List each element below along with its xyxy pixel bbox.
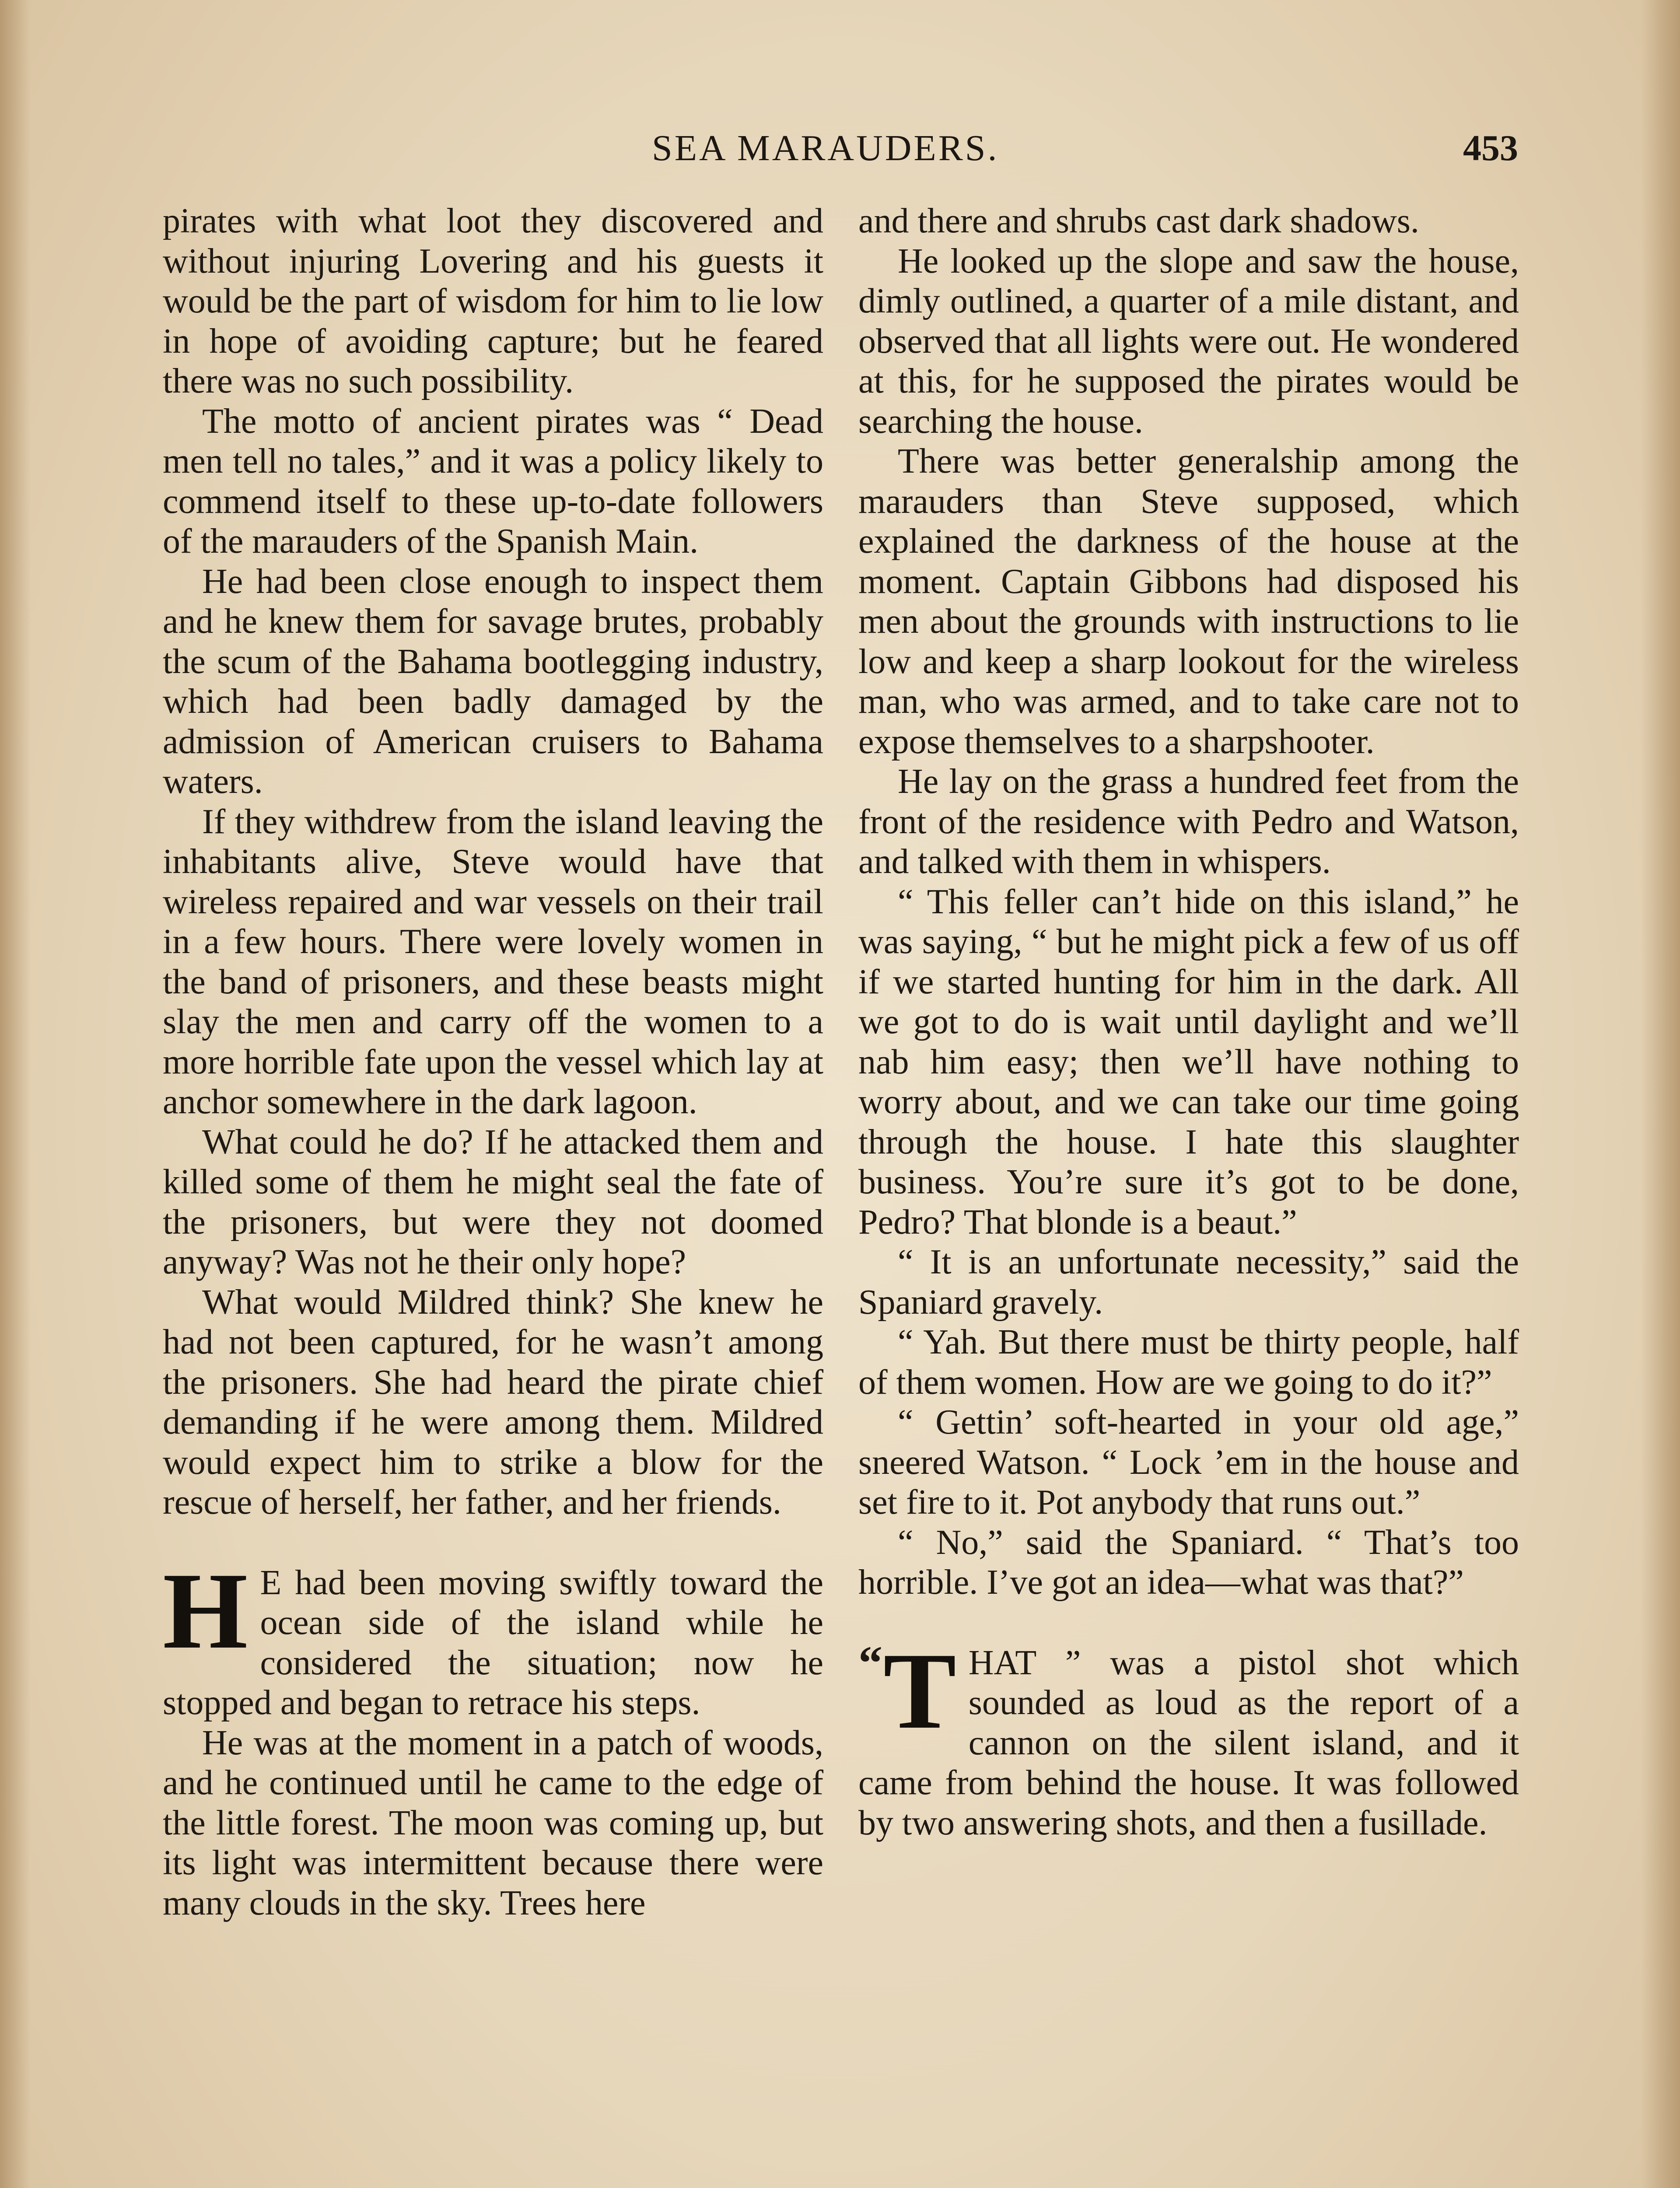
- paragraph: “ Yah. But there must be thirty people, half of them women. How are we going to do it?”: [858, 1323, 1519, 1402]
- paragraph: “ It is an unfortunate necessity,” said the Spaniard gravely.: [858, 1243, 1519, 1322]
- paragraph: pirates with what loot they discovered and without injuring Lovering and his guests it would be the part of wisdom for him to lie low in hope of avoiding capture; but he feared there was no such possibility.: [163, 202, 823, 400]
- drop-cap: H: [163, 1550, 248, 1672]
- page-edge-shadow-left: [0, 0, 31, 2188]
- paragraph: If they withdrew from the island leaving the inhabitants alive, Steve would have that wireless repaired and war vessels on their trail in a few hours. There were lovely women in the band of prisoners, and these beasts might slay the men and carry off the women to a more horrible fate upon the vessel which lay at anchor somewhere in the dark lagoon.: [163, 802, 823, 1121]
- paragraph: “ Gettin’ soft-hearted in your old age,” sneered Watson. “ Lock ’em in the house and set fire to it. Pot anybody that runs out.”: [858, 1403, 1519, 1522]
- section-start-paragraph: [163, 1550, 823, 1723]
- page-header: [162, 127, 1518, 175]
- running-title: SEA MARAUDERS.: [652, 128, 999, 168]
- paragraph: He was at the moment in a patch of woods, and he continued until he came to the edge of the little forest. The moon was coming up, but its light was intermittent because there were many clouds in the sky. Trees here: [163, 1723, 823, 1922]
- paragraph: What would Mildred think? She knew he had not been captured, for he wasn’t among the prisoners. She had heard the pirate chief demanding if he were among them. Mildred would expect him to strike a blow for the rescue of herself, her father, and her friends.: [163, 1283, 823, 1522]
- paragraph: He had been close enough to inspect them and he knew them for savage brutes, probably the scum of the Bahama bootlegging industry, which had been badly damaged by the admission of American cruisers to Bahama waters.: [163, 562, 823, 801]
- paragraph-text: E had been moving swiftly toward the ocean side of the island while he considered the situation; now he stopped and began to retrace his steps.: [163, 1563, 823, 1722]
- left-column: [163, 201, 823, 1923]
- paragraph: He lay on the grass a hundred feet from the front of the residence with Pedro and Watson, and talked with them in whispers.: [858, 762, 1519, 881]
- section-start-paragraph: [858, 1630, 1519, 1844]
- right-column: [858, 201, 1519, 1843]
- paragraph: and there and shrubs cast dark shadows.: [858, 202, 1419, 240]
- paragraph: The motto of ancient pirates was “ Dead men tell no tales,” and it was a policy likely to commend itself to these up-to-date followers of the marauders of the Spanish Main.: [163, 402, 823, 561]
- drop-cap-open-quote: “: [858, 1636, 882, 1690]
- page-number: 453: [1463, 128, 1518, 168]
- paragraph: “ No,” said the Spaniard. “ That’s too horrible. I’ve got an idea—what was that?”: [858, 1523, 1519, 1602]
- paragraph: He looked up the slope and saw the house, dimly outlined, a quarter of a mile distant, and observed that all lights were out. He wondered at this, for he supposed the pirates would be searching the house.: [858, 242, 1519, 441]
- paragraph: “ This feller can’t hide on this island,” he was saying, “ but he might pick a few of us off if we started hunting for him in the dark. All we got to do is wait until daylight and we’ll nab him easy; then we’ll have nothing to worry about, and we can take our time going through the house. I hate this slaughter business. You’re sure it’s got to be done, Pedro? That blonde is a beaut.”: [858, 882, 1519, 1241]
- paragraph: There was better generalship among the marauders than Steve supposed, which explained the darkness of the house at the moment. Captain Gibbons had disposed his men about the grounds with instructions to lie low and keep a sharp lookout for the wireless man, who was armed, and to take care not to expose themselves to a sharpshooter.: [858, 442, 1519, 761]
- page-edge-shadow-right: [1641, 0, 1680, 2188]
- drop-cap: T: [883, 1630, 956, 1752]
- paragraph-text: HAT ” was a pistol shot which sounded as loud as the report of a cannon on the silent island, and it came from behind the house. It was followed by two answering shots, and then a fusillade.: [858, 1643, 1519, 1842]
- paragraph: What could he do? If he attacked them and killed some of them he might seal the fate of the prisoners, but were they not doomed anyway? Was not he their only hope?: [163, 1122, 823, 1281]
